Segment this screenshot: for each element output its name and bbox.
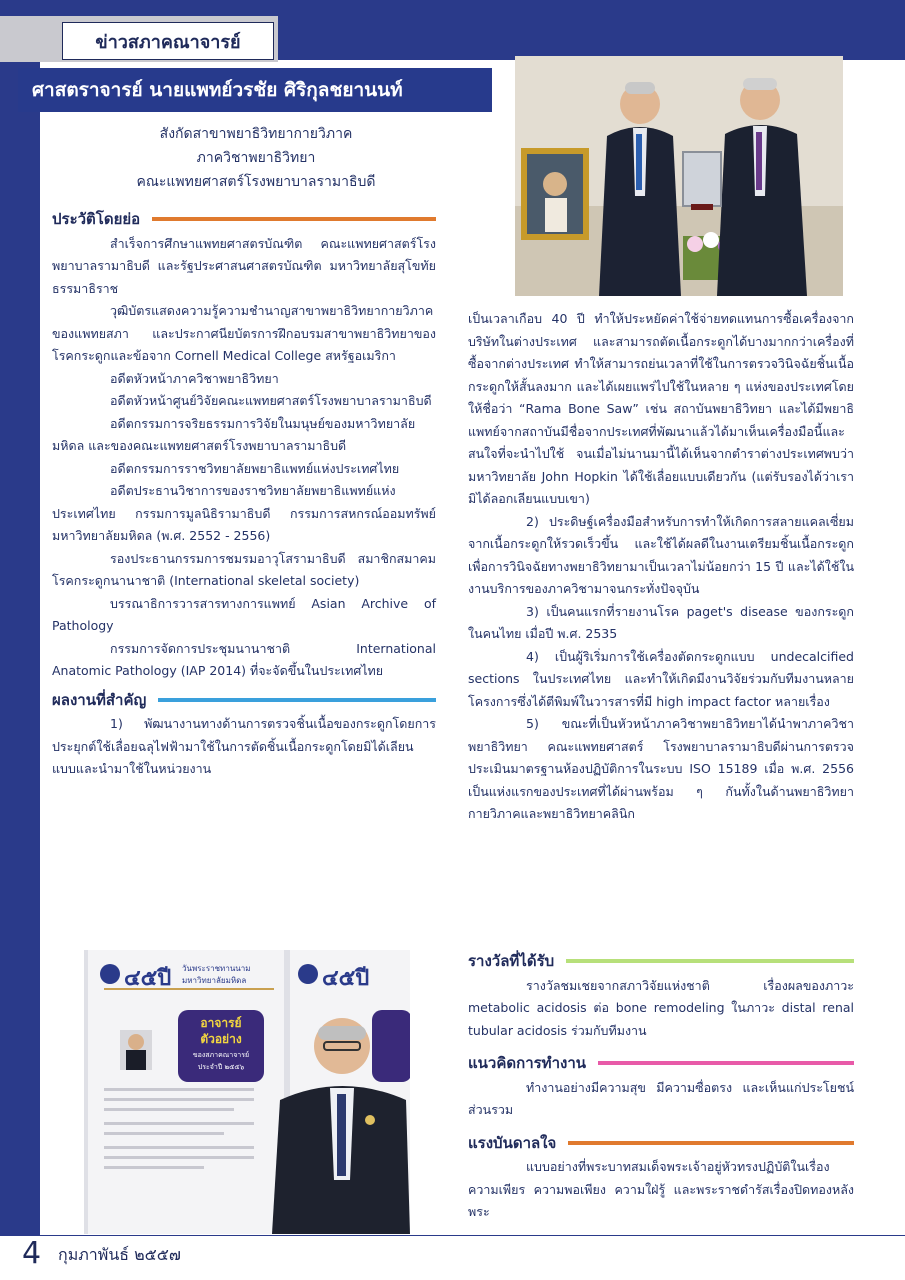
bio-heading: [52, 208, 436, 231]
bio-paragraph: วุฒิบัตรแสดงความรู้ความชำนาญสาขาพยาธิวิทยากายวิภาคของแพทยสภา และประกาศนียบัตรการฝึกอบรมสาขาพยาธิวิทยาของโรคกระดูกและข้อจาก Cornell Medical College สหรัฐอเมริกา: [52, 303, 436, 363]
inspiration-text: แบบอย่างที่พระบาทสมเด็จพระเจ้าอยู่หัวทรงปฏิบัติในเรื่องความเพียร ความพอเพียง ความใฝ่รู้ และพระราชดำรัสเรื่องปิดทองหลังพระ: [468, 1159, 854, 1219]
works-paragraph: 2) ประดิษฐ์เครื่องมือสำหรับการทำให้เกิดการสลายแคลเซี่ยมจากเนื้อกระดูกให้รวดเร็วขึ้น และใช้ได้ผลดีในงานเตรียมชิ้นเนื้อกระดูกเพื่อการวินิจฉัยทางพยาธิวิทยามาเป็นเวลาไม่น้อยกว่า 15 ปี และได้ใช้ในงานบริการของภาควิชามาจนกระทั่งปัจจุบัน: [468, 513, 854, 596]
poster-portrait-photo: [84, 950, 410, 1234]
heading-bar-blue: [158, 698, 436, 702]
poster-badge-line4: ประจำปี ๒๕๕๖: [197, 1063, 245, 1071]
poster-logo: ๔๕ปี: [124, 966, 172, 991]
philosophy-text: ทำงานอย่างมีความสุข มีความซื่อตรง และเห็นแก่ประโยชน์ส่วนรวม: [468, 1079, 854, 1117]
poster-logo-right: ๔๕ปี: [322, 966, 370, 991]
bio-paragraph: อดีตประธานวิชาการของราชวิทยาลัยพยาธิแพทย์แห่งประเทศไทย กรรมการมูลนิธิรามาธิบดี กรรมการสหกรณ์ออมทรัพย์มหาวิทยาลัยมหิดล (พ.ศ. 2552 - 2556): [52, 483, 436, 543]
poster-caption-line2: มหาวิทยาลัยมหิดล: [182, 976, 247, 985]
bio-paragraph: อดีตหัวหน้าศูนย์วิจัยคณะแพทยศาสตร์โรงพยาบาลรามาธิบดี: [110, 393, 432, 408]
bio-paragraph: กรรมการจัดการประชุมนานาชาติ International Anatomic Pathology (IAP 2014) ที่จะจัดขึ้นในประเทศไทย: [52, 640, 436, 678]
works-paragraph: เป็นเวลาเกือบ 40 ปี ทำให้ประหยัดค่าใช้จ่ายทดแทนการซื้อเครื่องจากบริษัทในต่างประเทศ และสามารถตัดเนื้อกระดูกได้บางมากกว่าเครื่องที่ซื้อจากต่างประเทศ ทำให้สามารถย่นเวลาที่ใช้ในการตรวจวินิจฉัยชิ้นเนื้อกระดูกให้สั้นลงมาก และได้เผยแพร่ไปใช้ในหลาย ๆ แห่งของประเทศโดยให้ชื่อว่า “Rama Bone Saw” เช่น สถาบันพยาธิวิทยา และได้มีพยาธิแพทย์จากสถาบันมีชื่อจากประเทศที่พัฒนาแล้วได้มาเห็นเครื่องมือนี้และสนใจที่จะนำไปใช้ จนเมื่อไม่นานมานี้ได้เห็นจากตำราต่างประเทศพบว่า มหาวิทยาลัย John Hopkin ได้ใช้เลื่อยแบบเดียวกัน (แต่รับรองได้ว่าเรามิได้ลอกเลียนแบบเขา): [468, 311, 854, 506]
bio-paragraph: สำเร็จการศึกษาแพทยศาสตรบัณฑิต คณะแพทยศาสตร์โรงพยาบาลรามาธิบดี และรัฐประศาสนศาสตรบัณฑิต มหาวิทยาลัยสุโขทัยธรรมาธิราช: [52, 235, 436, 296]
heading-bar-orange: [568, 1141, 854, 1145]
award-heading-text: รางวัลที่ได้รับ: [468, 952, 555, 970]
works-paragraph: 5) ขณะที่เป็นหัวหน้าภาควิชาพยาธิวิทยาได้นำพาภาควิชาพยาธิวิทยา คณะแพทยศาสตร์ โรงพยาบาลรามาธิบดีผ่านการตรวจประเมินมาตรฐานห้องปฏิบัติการในระบบ ISO 15189 เมื่อ พ.ศ. 2556 เป็นแห่งแรกของประเทศที่ได้ผ่านพร้อม ๆ กันทั้งในด้านพยาธิวิทยากายวิภาคและพยาธิวิทยาคลินิก: [468, 716, 854, 821]
page-number: 4: [22, 1236, 42, 1271]
affiliation-line: คณะแพทยศาสตร์โรงพยาบาลรามาธิบดี: [136, 174, 376, 190]
award-text: รางวัลชมเชยจากสภาวิจัยแห่งชาติ เรื่องผลของภาวะ metabolic acidosis ต่อ bone remodeling ในภาวะ distal renal tubular acidosis ร่วมกับทีมงาน: [468, 977, 854, 1038]
left-column: [52, 206, 436, 781]
right-column-bottom: [468, 948, 854, 1224]
inspiration-heading: [468, 1132, 854, 1155]
section-tab: ข่าวสภาคณาจารย์: [62, 22, 274, 60]
poster-caption-line1: วันพระราชทานนาม: [182, 964, 251, 973]
affiliation: [46, 122, 466, 194]
philosophy-heading-text: แนวคิดการทำงาน: [468, 1054, 586, 1072]
right-column: [468, 308, 854, 826]
bio-paragraph: อดีตกรรมการราชวิทยาลัยพยาธิแพทย์แห่งประเทศไทย: [110, 460, 400, 476]
heading-bar-green: [566, 959, 854, 963]
award-heading: [468, 950, 854, 973]
philosophy-heading: [468, 1052, 854, 1075]
issue-date: กุมภาพันธ์ ๒๕๕๗: [58, 1245, 181, 1264]
heading-bar-pink: [598, 1061, 854, 1065]
inspiration-heading-text: แรงบันดาลใจ: [468, 1133, 557, 1152]
poster-badge-line2: ตัวอย่าง: [200, 1032, 242, 1046]
poster-badge-line1: อาจารย์: [200, 1016, 242, 1030]
bio-paragraph: อดีตกรรมการจริยธรรมการวิจัยในมนุษย์ของมหาวิทยาลัยมหิดล และของคณะแพทยศาสตร์โรงพยาบาลรามาธิบดี: [52, 415, 416, 453]
works-paragraph: 1) พัฒนางานทางด้านการตรวจชิ้นเนื้อของกระดูกโดยการประยุกต์ใช้เลื่อยฉลุไฟฟ้ามาใช้ในการตัดชิ้นเนื้อกระดูกโดยมิได้เลียนแบบและนำมาใช้ในหน่วยงาน: [52, 716, 436, 776]
heading-bar-orange: [152, 217, 436, 221]
bio-paragraph: บรรณาธิการวารสารทางการแพทย์ Asian Archive of Pathology: [52, 595, 436, 633]
works-heading-text: ผลงานที่สำคัญ: [52, 690, 147, 709]
affiliation-line: สังกัดสาขาพยาธิวิทยากายวิภาค: [159, 126, 353, 142]
bio-paragraph: รองประธานกรรมการชมรมอาวุโสรามาธิบดี สมาชิกสมาคมโรคกระดูกนานาชาติ (International skeletal society): [52, 550, 436, 588]
works-paragraph: 4) เป็นผู้ริเริ่มการใช้เครื่องตัดกระดูกแบบ undecalcified sections ในประเทศไทย และทำให้เกิดมีงานวิจัยร่วมกับทีมงานหลายโครงการซึ่งได้ตีพิมพ์ในวารสารที่มี high impact factor หลายเรื่อง: [468, 648, 854, 709]
bio-heading-text: ประวัติโดยย่อ: [52, 210, 141, 228]
works-paragraph: 3) เป็นคนแรกที่รายงานโรค paget's disease ของกระดูกในคนไทย เมื่อปี พ.ศ. 2535: [468, 603, 854, 641]
person-name-title: ศาสตราจารย์ นายแพทย์วรชัย ศิริกุลชยานนท์: [18, 68, 498, 112]
poster-badge-line3: ของสภาคณาจารย์: [192, 1051, 250, 1059]
works-heading: [52, 689, 436, 712]
affiliation-line: ภาควิชาพยาธิวิทยา: [196, 150, 316, 166]
award-ceremony-photo: [515, 56, 843, 296]
bio-paragraph: อดีตหัวหน้าภาควิชาพยาธิวิทยา: [110, 370, 279, 386]
